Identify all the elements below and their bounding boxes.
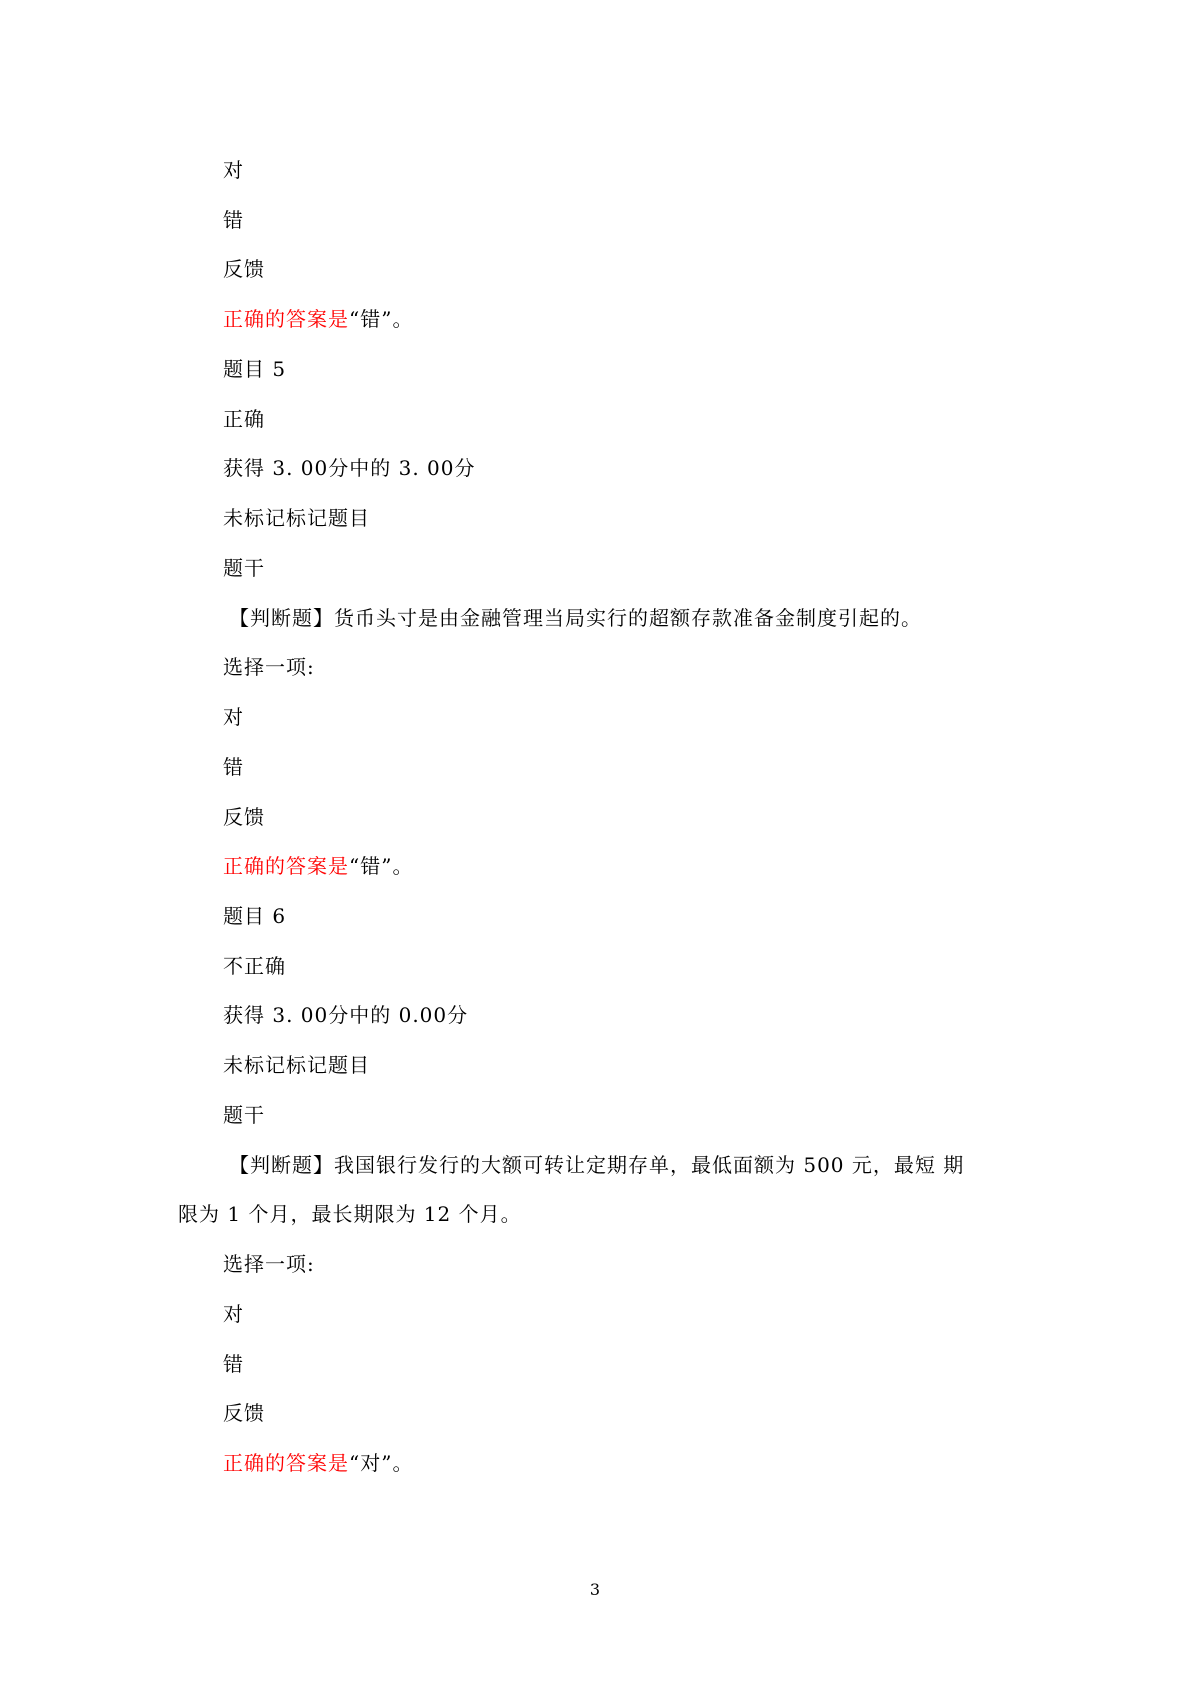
q5-status: 正确	[223, 407, 265, 431]
q5-title: 题目 5	[223, 357, 287, 381]
q6-flag: 未标记标记题目	[223, 1053, 370, 1077]
q4-option-true: 对	[223, 158, 244, 182]
q6-option-false: 错	[223, 1352, 244, 1376]
q4-feedback-label: 反馈	[223, 257, 265, 281]
q6-stem-line-1: 【判断题】我国银行发行的大额可转让定期存单，最低面额为 500 元，最短 期	[229, 1153, 965, 1177]
q4-option-false: 错	[223, 208, 244, 232]
page-number: 3	[589, 1580, 601, 1599]
q5-answer-value: “错”。	[349, 854, 414, 878]
q5-option-true: 对	[223, 705, 244, 729]
q5-option-false: 错	[223, 755, 244, 779]
q6-feedback-label: 反馈	[223, 1401, 265, 1425]
q5-flag: 未标记标记题目	[223, 506, 370, 530]
q4-answer-prefix: 正确的答案是	[223, 307, 349, 331]
q6-stem-line-2: 限为 1 个月，最长期限为 12 个月。	[178, 1202, 522, 1226]
q6-status: 不正确	[223, 954, 286, 978]
q4-correct-answer	[223, 307, 413, 331]
q5-score: 获得 3. 00分中的 3. 00分	[223, 456, 476, 480]
q5-choose: 选择一项:	[223, 655, 315, 679]
q6-answer-prefix: 正确的答案是	[223, 1451, 349, 1475]
q5-stem: 【判断题】货币头寸是由金融管理当局实行的超额存款准备金制度引起的。	[229, 606, 922, 630]
q6-stem-label: 题干	[223, 1103, 265, 1127]
q6-option-true: 对	[223, 1302, 244, 1326]
q6-choose: 选择一项:	[223, 1252, 315, 1276]
q6-title: 题目 6	[223, 904, 287, 928]
q6-score: 获得 3. 00分中的 0.00分	[223, 1003, 469, 1027]
q5-feedback-label: 反馈	[223, 805, 265, 829]
q5-correct-answer	[223, 854, 413, 878]
q4-answer-value: “错”。	[349, 307, 414, 331]
q6-answer-value: “对”。	[349, 1451, 414, 1475]
q5-stem-label: 题干	[223, 556, 265, 580]
q5-answer-prefix: 正确的答案是	[223, 854, 349, 878]
q6-correct-answer	[223, 1451, 413, 1475]
